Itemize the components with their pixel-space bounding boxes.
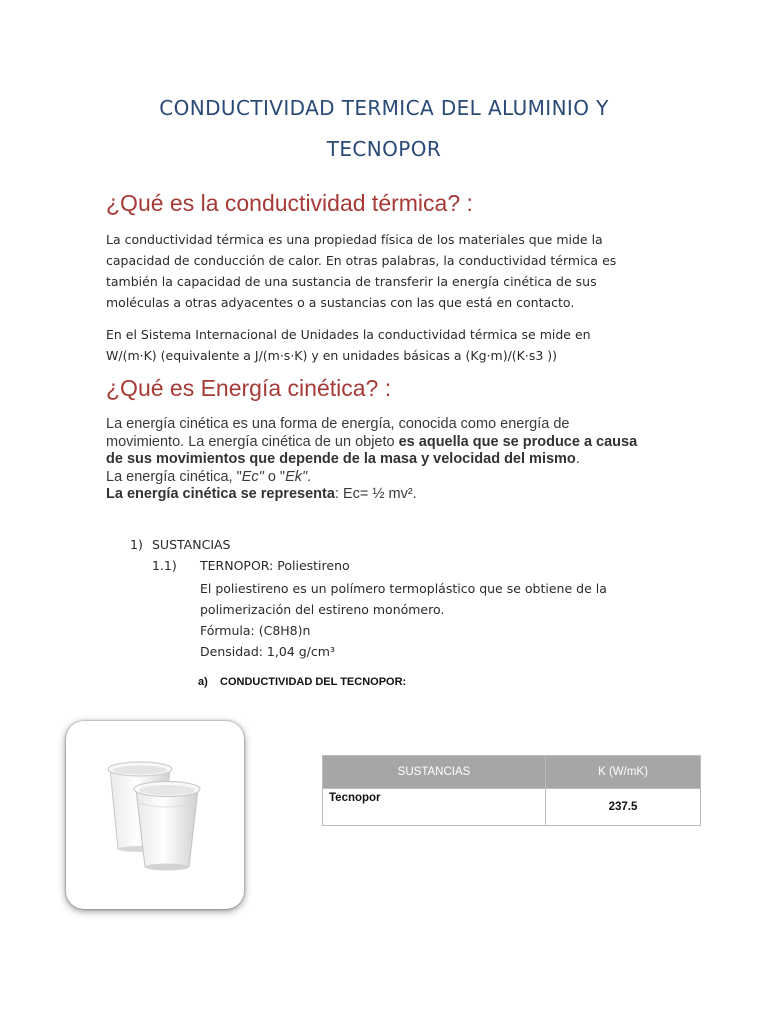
description-text: El poliestireno es un polímero termoplástico que se obtiene de la polimerización del estireno monómero. xyxy=(200,581,607,617)
paragraph-energia xyxy=(106,416,666,504)
cell-k-value: 237.5 xyxy=(546,789,701,826)
document-title xyxy=(60,88,708,170)
ec-label: Ec" xyxy=(241,468,264,485)
subheading-conductividad-tecnopor xyxy=(198,676,406,688)
energia-line-2 xyxy=(106,434,666,452)
energia-bold-text-2: de sus movimientos que depende de la masa y velocidad del mismo xyxy=(106,451,576,467)
energia-or: o " xyxy=(263,468,286,485)
list-item-sustancias xyxy=(130,537,231,552)
units-line-2: W/(m·K) (equivalente a J/(m·s·K) y en unidades básicas a (Kg·m)/(K·s3 )) xyxy=(106,348,558,363)
section-heading-conductividad: ¿Qué es la conductividad térmica? : xyxy=(106,190,473,216)
front-cup xyxy=(134,782,200,871)
column-header-k: K (W/mK) xyxy=(546,756,701,789)
energia-line-5 xyxy=(106,486,666,504)
sublist-number: 1.1) xyxy=(152,558,177,573)
energia-line-3 xyxy=(106,451,666,469)
energia-text: movimiento. La energía cinética de un objeto xyxy=(106,433,399,450)
title-line-1: CONDUCTIVIDAD TERMICA DEL ALUMINIO Y xyxy=(159,96,609,120)
cell-substance: Tecnopor xyxy=(323,789,546,826)
table-row xyxy=(323,789,701,826)
poliestireno-description xyxy=(200,578,630,662)
cups-illustration xyxy=(66,721,244,909)
energia-line-1: La energía cinética es una forma de energía, conocida como energía de xyxy=(106,416,570,432)
column-header-sustancias: SUSTANCIAS xyxy=(323,756,546,789)
energia-formula: : Ec= ½ mv². xyxy=(334,486,417,502)
subheading-label: CONDUCTIVIDAD DEL TECNOPOR: xyxy=(220,676,407,688)
list-label: SUSTANCIAS xyxy=(152,537,231,552)
energia-formula-label: La energía cinética se representa xyxy=(106,486,335,502)
energia-bold-text: es aquella que se produce a causa xyxy=(398,433,638,450)
section-heading-energia: ¿Qué es Energía cinética? : xyxy=(106,375,392,401)
ek-label: Ek" xyxy=(285,468,308,485)
styrofoam-cups-image xyxy=(66,721,244,909)
list-item-ternopor xyxy=(152,558,350,573)
conductivity-table xyxy=(322,755,701,826)
table-header-row xyxy=(323,756,701,789)
energia-line-4 xyxy=(106,469,666,487)
sublist-label: TERNOPOR: Poliestireno xyxy=(200,558,350,573)
energia-period: . xyxy=(575,451,580,467)
formula-text: Fórmula: (C8H8)n xyxy=(200,623,311,638)
units-line-1: En el Sistema Internacional de Unidades la conductividad térmica se mide en xyxy=(106,327,591,342)
list-number: 1) xyxy=(130,537,143,552)
title-line-2: TECNOPOR xyxy=(326,137,442,161)
subheading-letter: a) xyxy=(198,676,208,688)
density-text: Densidad: 1,04 g/cm³ xyxy=(200,644,335,659)
paragraph-definition: La conductividad térmica es una propiedad física de los materiales que mide la capacidad de conducción de calor. En otras palabras, la conductividad térmica es también la capacidad de una sustancia de transferir la energía cinética de sus moléculas a otras adyacentes o a sustancias con las que está en contacto. xyxy=(106,232,617,310)
energia-text-4: La energía cinética, " xyxy=(106,468,242,485)
paragraph-units xyxy=(106,324,646,366)
energia-period-4: . xyxy=(307,468,312,485)
